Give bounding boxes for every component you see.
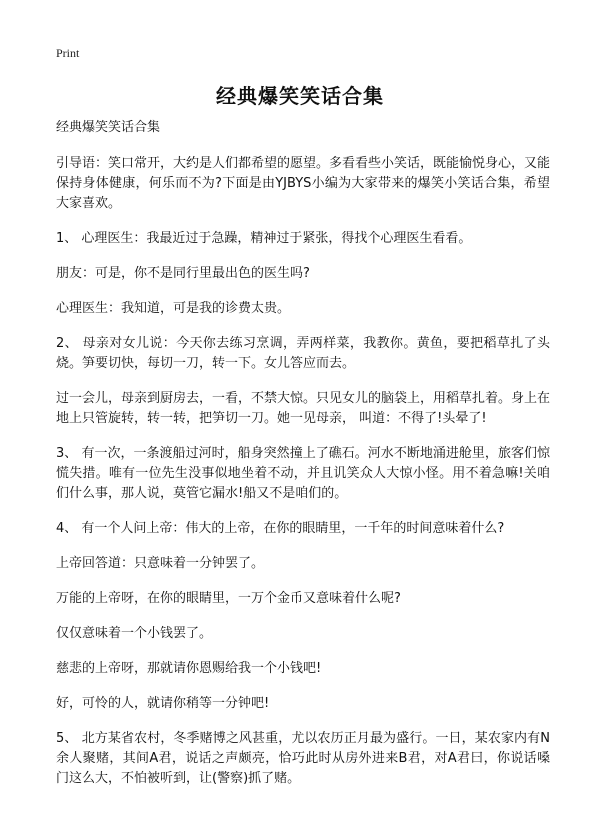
paragraph-joke1-b: 朋友：可是，你不是同行里最出色的医生吗? — [56, 266, 310, 281]
article-subtitle: 经典爆笑笑话合集 — [56, 120, 161, 135]
page-title: 经典爆笑笑话合集 — [216, 84, 384, 108]
paragraph-joke4-a: 4、 有一个人问上帝：伟大的上帝，在你的眼睛里，一千年的时间意味着什么? — [56, 521, 505, 536]
paragraph-joke4-d: 仅仅意味着一个小钱罢了。 — [56, 626, 213, 641]
paragraph-joke2-a: 2、 母亲对女儿说：今天你去练习烹调，弄两样菜，我教你。黄鱼，要把稻草扎了头烧。笋要切快，每切一刀，转一下。女儿答应而去。 — [56, 336, 550, 371]
paragraph-joke4-c: 万能的上帝呀，在你的眼睛里，一万个金币又意味着什么呢? — [56, 591, 401, 606]
paragraph-joke5: 5、 北方某省农村，冬季赌博之风甚重，尤以农历正月最为盛行。一日，某农家内有N余人聚赌，其间A君，说话之声颇亮，恰巧此时从房外进来B君，对A君曰，你说话嗓门这么大，不怕被听到，让(警察)抓了赌。 — [56, 731, 550, 786]
paragraph-joke4-f: 好，可怜的人，就请你稍等一分钟吧! — [56, 696, 270, 711]
paragraph-joke3: 3、 有一次，一条渡船过河时，船身突然撞上了礁石。河水不断地涌进舱里，旅客们惊慌失措。唯有一位先生没事似地坐着不动，并且讥笑众人大惊小怪。用不着急嘛!关咱们什么事，那人说，莫管它漏水!船又不是咱们的。 — [56, 446, 550, 501]
print-link[interactable]: Print — [56, 46, 80, 60]
article-body — [56, 118, 550, 804]
paragraph-joke4-b: 上帝回答道：只意味着一分钟罢了。 — [56, 556, 265, 571]
paragraph-joke2-b: 过一会儿，母亲到厨房去，一看，不禁大惊。只见女儿的脑袋上，用稻草扎着。身上在地上只管旋转，转一转，把笋切一刀。她一见母亲， 叫道：不得了!头晕了! — [56, 391, 551, 426]
paragraph-joke1-c: 心理医生：我知道，可是我的诊费太贵。 — [56, 301, 291, 316]
paragraph-joke4-e: 慈悲的上帝呀，那就请你恩赐给我一个小钱吧! — [56, 661, 322, 676]
paragraph-joke1-a: 1、 心理医生：我最近过于急躁，精神过于紧张，得找个心理医生看看。 — [56, 231, 472, 246]
paragraph-intro: 引导语：笑口常开，大约是人们都希望的愿望。多看看些小笑话，既能愉悦身心，又能保持身体健康，何乐而不为?下面是由YJBYS小编为大家带来的爆笑小笑话合集，希望大家喜欢。 — [56, 156, 551, 211]
